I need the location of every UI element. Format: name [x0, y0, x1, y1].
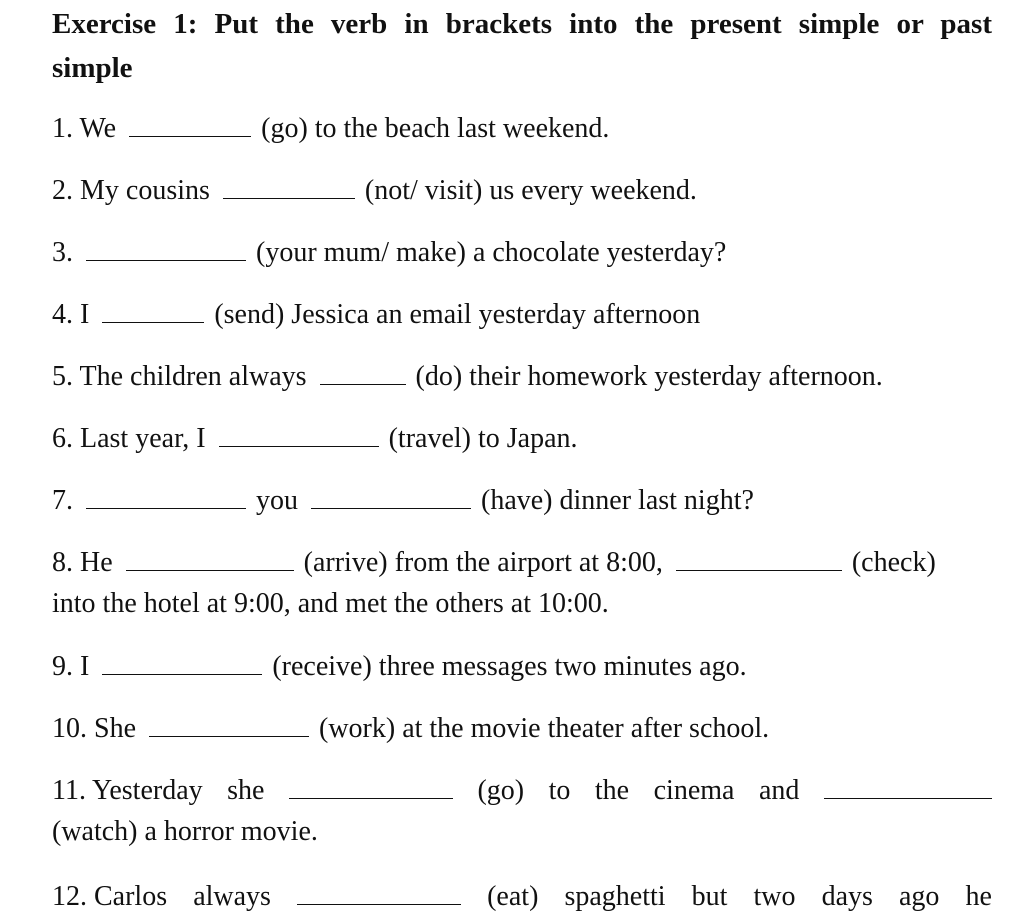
item-text: (go) to the beach last weekend.	[261, 113, 610, 144]
exercise-title: Exercise 1: Put the verb in brackets into the present simple or past	[52, 8, 992, 40]
item-text: (have) dinner last night?	[481, 485, 754, 516]
item-text: (watch) a horror movie.	[52, 816, 318, 847]
answer-blank[interactable]	[86, 482, 246, 509]
item-text: (not/ visit) us every weekend.	[364, 175, 697, 206]
exercise-item-1	[52, 110, 992, 147]
item-text: I	[80, 299, 90, 330]
item-text: cinema	[653, 775, 735, 806]
item-number: 8.	[52, 547, 73, 578]
item-text: you	[256, 485, 298, 516]
item-text: (check)	[851, 547, 936, 578]
item-number: 3.	[52, 237, 73, 268]
item-text: always	[193, 881, 271, 912]
item-text: ago	[899, 881, 940, 912]
item-number: 1.	[52, 113, 73, 144]
item-text: I	[80, 651, 90, 682]
item-text: (go)	[477, 775, 525, 806]
item-text: (your mum/ make) a chocolate yesterday?	[256, 237, 727, 268]
exercise-item-3	[52, 234, 992, 271]
item-text: spaghetti	[564, 881, 666, 912]
item-text: she	[227, 775, 265, 806]
exercise-item-10	[52, 710, 992, 747]
item-text: but	[691, 881, 728, 912]
item-text: days	[821, 881, 873, 912]
item-text: (send) Jessica an email yesterday afternoon	[214, 299, 701, 330]
answer-blank[interactable]	[289, 772, 453, 799]
item-number: 5.	[52, 361, 73, 392]
item-text: We	[79, 113, 117, 144]
exercise-item-5	[52, 358, 992, 395]
item-text: the	[594, 775, 630, 806]
item-text: (travel) to Japan.	[388, 423, 578, 454]
answer-blank[interactable]	[223, 172, 355, 199]
item-number: 7.	[52, 485, 73, 516]
item-number: 4.	[52, 299, 73, 330]
answer-blank[interactable]	[824, 772, 992, 799]
exercise-item-2	[52, 172, 992, 209]
exercise-item-8-continued	[52, 586, 992, 622]
answer-blank[interactable]	[676, 544, 842, 571]
answer-blank[interactable]	[102, 296, 204, 323]
item-text: (do) their homework yesterday afternoon.	[415, 361, 883, 392]
item-text: (work) at the movie theater after school.	[319, 713, 770, 744]
answer-blank[interactable]	[311, 482, 471, 509]
item-text: into the hotel at 9:00, and met the others at 10:00.	[52, 588, 609, 619]
item-text: (eat)	[487, 881, 539, 912]
exercise-item-9	[52, 648, 992, 685]
answer-blank[interactable]	[297, 878, 461, 905]
item-text: Last year, I	[80, 423, 206, 454]
exercise-item-7	[52, 482, 992, 519]
answer-blank[interactable]	[86, 234, 246, 261]
exercise-item-11	[52, 772, 992, 809]
item-number-text: 12. Carlos	[52, 881, 168, 912]
item-text: two	[753, 881, 796, 912]
answer-blank[interactable]	[320, 358, 406, 385]
answer-blank[interactable]	[129, 110, 251, 137]
exercise-item-12	[52, 878, 992, 915]
item-text: My cousins	[80, 175, 210, 206]
item-text: She	[94, 713, 136, 744]
answer-blank[interactable]	[149, 710, 309, 737]
exercise-item-4	[52, 296, 992, 333]
item-text: he	[965, 881, 992, 912]
item-number-text: 11. Yesterday	[52, 775, 203, 806]
answer-blank[interactable]	[102, 648, 262, 675]
item-number: 2.	[52, 175, 73, 206]
exercise-item-8	[52, 544, 992, 581]
exercise-item-11-continued	[52, 814, 992, 850]
answer-blank[interactable]	[219, 420, 379, 447]
item-text: (arrive) from the airport at 8:00,	[303, 547, 663, 578]
item-number: 9.	[52, 651, 73, 682]
exercise-item-6	[52, 420, 992, 457]
exercise-title-continued: simple	[52, 52, 133, 84]
item-text: The children always	[79, 361, 307, 392]
answer-blank[interactable]	[126, 544, 294, 571]
item-number: 10.	[52, 713, 87, 744]
item-text: He	[80, 547, 113, 578]
item-text: to	[548, 775, 571, 806]
item-number: 6.	[52, 423, 73, 454]
item-text: and	[758, 775, 800, 806]
item-text: (receive) three messages two minutes ago.	[272, 651, 747, 682]
